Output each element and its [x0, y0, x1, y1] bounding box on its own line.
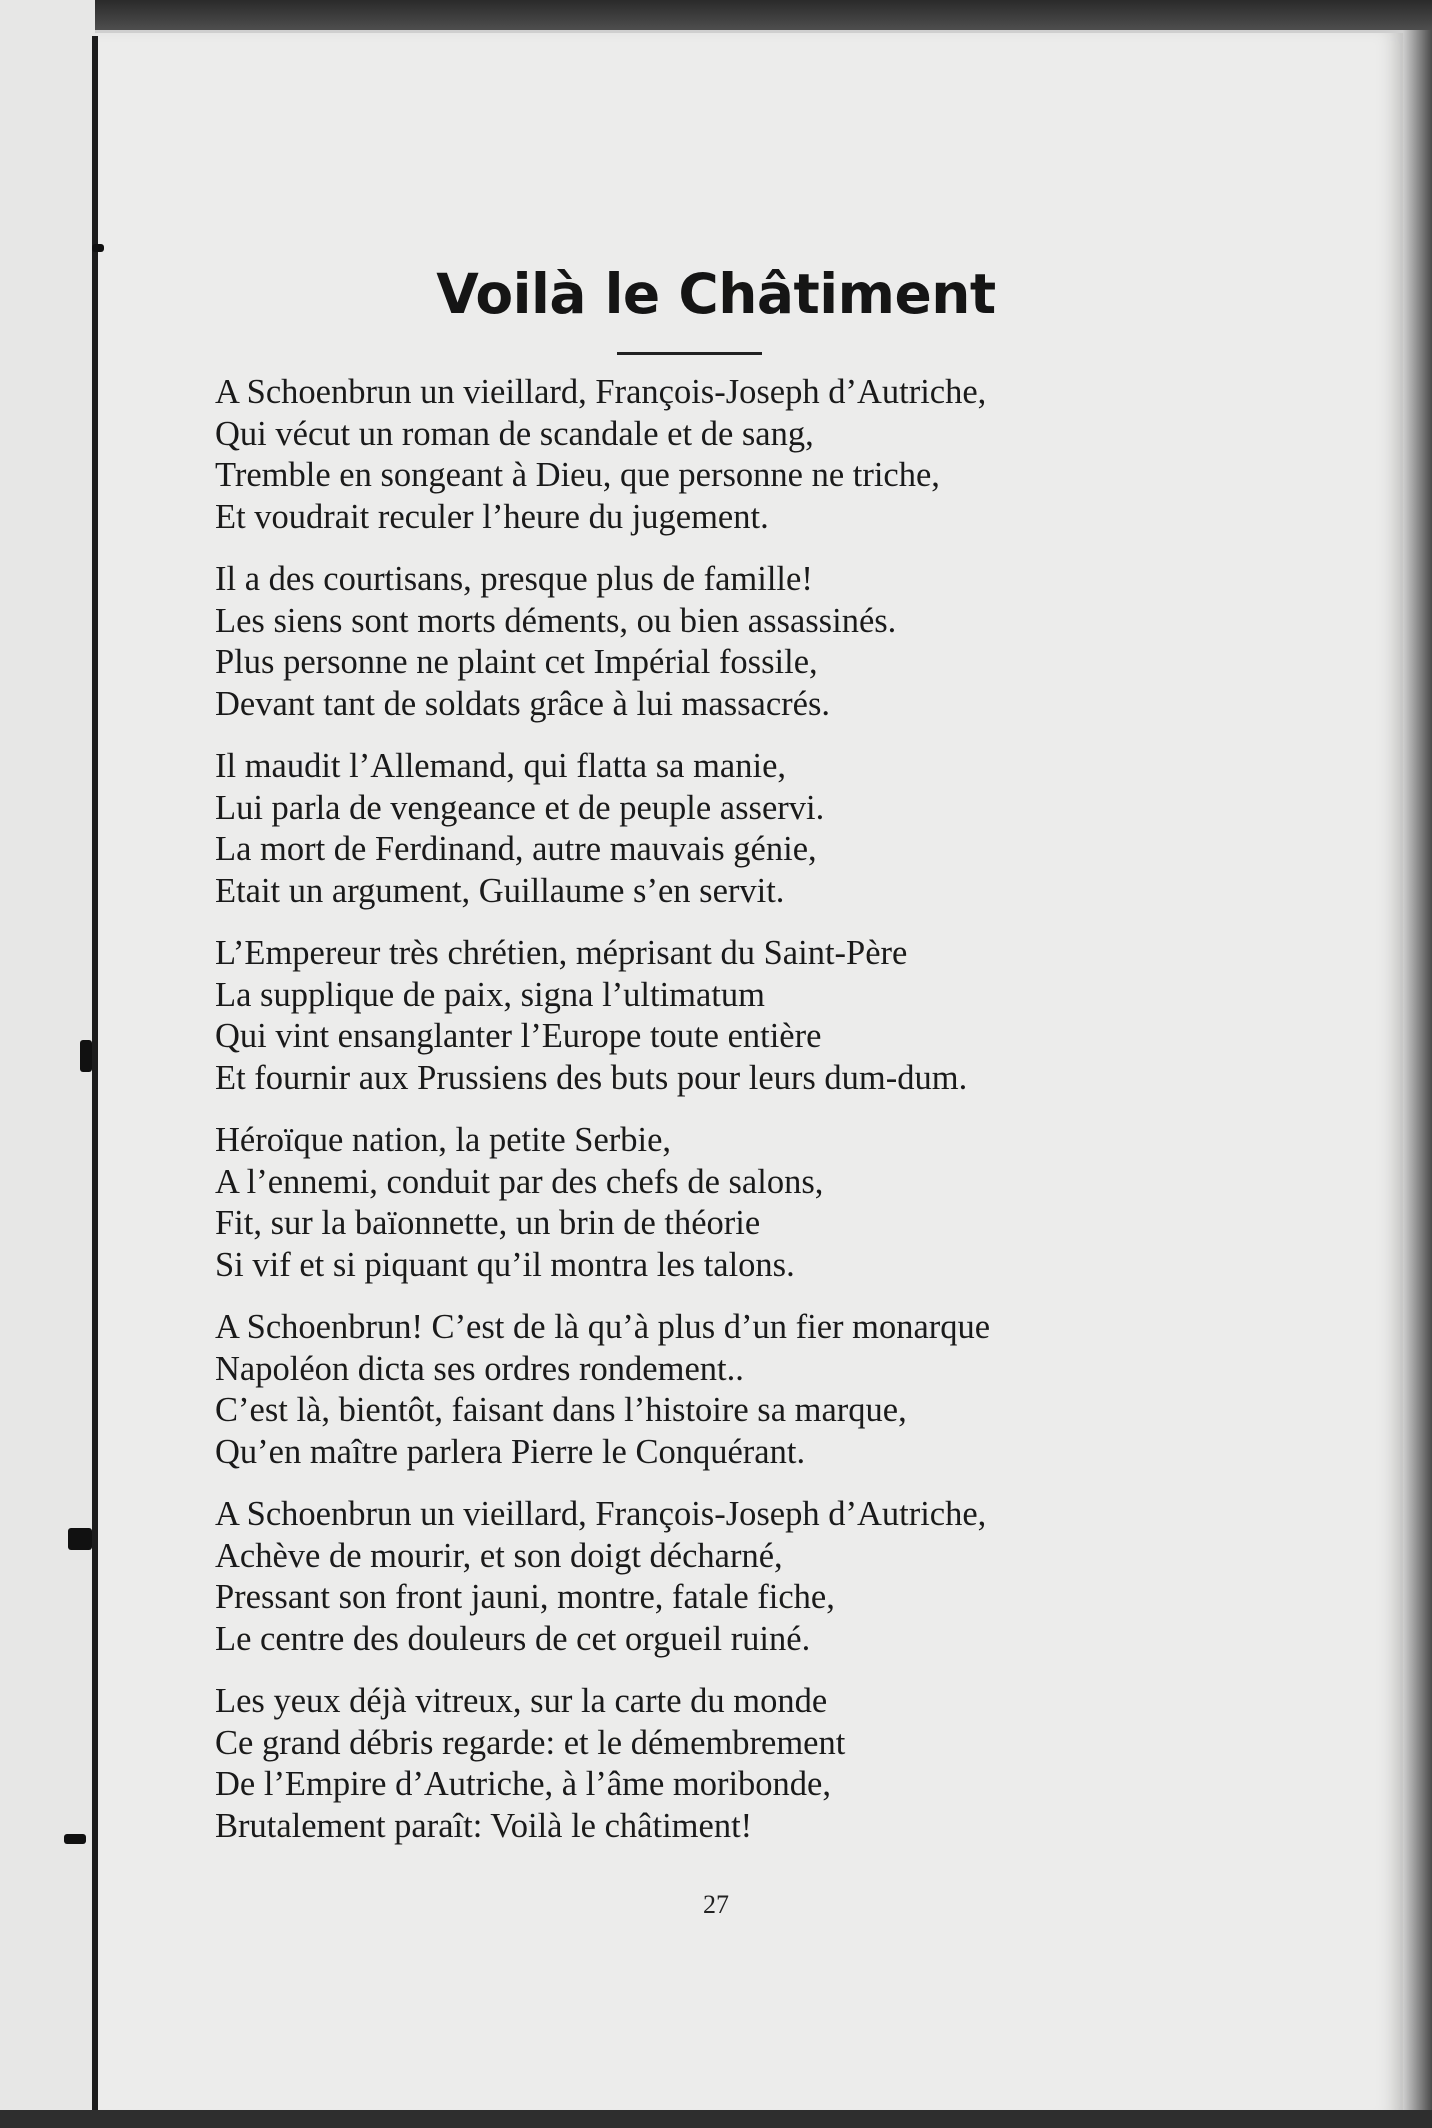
poem-line: Brutalement paraît: Voilà le châtiment!	[215, 1806, 753, 1845]
poem-line: Les siens sont morts déments, ou bien assassinés.	[215, 601, 897, 640]
stanza	[215, 1681, 1215, 1847]
poem-line: Etait un argument, Guillaume s’en servit.	[215, 871, 785, 910]
poem-line: Et fournir aux Prussiens des buts pour leurs dum-dum.	[215, 1058, 968, 1097]
poem-line: Achève de mourir, et son doigt décharné,	[215, 1536, 783, 1575]
binding-thread-mark	[80, 1040, 92, 1072]
poem-line: La mort de Ferdinand, autre mauvais génie,	[215, 830, 817, 868]
poem-line: A Schoenbrun un vieillard, François-Joseph d’Autriche,	[215, 373, 987, 411]
stanza	[215, 746, 1215, 912]
poem-line: L’Empereur très chrétien, méprisant du Saint-Père	[215, 934, 908, 972]
poem-line: De l’Empire d’Autriche, à l’âme moribonde,	[215, 1765, 831, 1803]
poem-title: Voilà le Châtiment	[436, 262, 996, 326]
poem-line: Et voudrait reculer l’heure du jugement.	[215, 497, 769, 536]
poem-body	[215, 372, 1215, 1868]
stanza	[215, 559, 1215, 725]
poem-line: Il a des courtisans, presque plus de famille!	[215, 560, 813, 598]
title-divider	[617, 352, 762, 355]
poem-line: Les yeux déjà vitreux, sur la carte du monde	[215, 1682, 828, 1720]
book-spine	[92, 36, 98, 2126]
poem-line: Ce grand débris regarde: et le démembrement	[215, 1723, 846, 1762]
poem-line: Qui vécut un roman de scandale et de sang,	[215, 414, 814, 453]
poem-line: Plus personne ne plaint cet Impérial fossile,	[215, 643, 818, 681]
poem-line: A Schoenbrun! C’est de là qu’à plus d’un fier monarque	[215, 1308, 991, 1346]
poem-line: A Schoenbrun un vieillard, François-Joseph d’Autriche,	[215, 1495, 987, 1533]
stanza	[215, 1494, 1215, 1660]
poem-line: A l’ennemi, conduit par des chefs de salons,	[215, 1162, 824, 1201]
poem-line: Le centre des douleurs de cet orgueil ruiné.	[215, 1619, 811, 1658]
poem-line: Devant tant de soldats grâce à lui massacrés.	[215, 684, 831, 723]
poem-line: La supplique de paix, signa l’ultimatum	[215, 975, 765, 1014]
binding-thread-mark	[92, 244, 104, 252]
poem-line: Il maudit l’Allemand, qui flatta sa manie,	[215, 747, 787, 785]
stanza	[215, 1120, 1215, 1286]
binding-thread-mark	[68, 1528, 92, 1550]
poem-line: Si vif et si piquant qu’il montra les talons.	[215, 1245, 795, 1284]
poem-line: Tremble en songeant à Dieu, que personne ne triche,	[215, 456, 940, 494]
page-edge-shadow	[1403, 30, 1432, 2120]
poem-line: Fit, sur la baïonnette, un brin de théorie	[215, 1204, 761, 1242]
poem-line: Pressant son front jauni, montre, fatale fiche,	[215, 1578, 835, 1616]
binding-thread-mark	[64, 1834, 86, 1844]
poem-line: Héroïque nation, la petite Serbie,	[215, 1121, 672, 1159]
poem-line: Lui parla de vengeance et de peuple asservi.	[215, 788, 825, 827]
poem-line: C’est là, bientôt, faisant dans l’histoire sa marque,	[215, 1391, 907, 1429]
poem-line: Napoléon dicta ses ordres rondement..	[215, 1349, 744, 1388]
stanza	[215, 372, 1215, 538]
stanza	[215, 1307, 1215, 1473]
scan-background-bottom	[0, 2110, 1432, 2128]
page-number: 27	[703, 1890, 729, 1919]
poem-line: Qu’en maître parlera Pierre le Conquérant.	[215, 1432, 806, 1471]
poem-line: Qui vint ensanglanter l’Europe toute entière	[215, 1017, 822, 1055]
stanza	[215, 933, 1215, 1099]
